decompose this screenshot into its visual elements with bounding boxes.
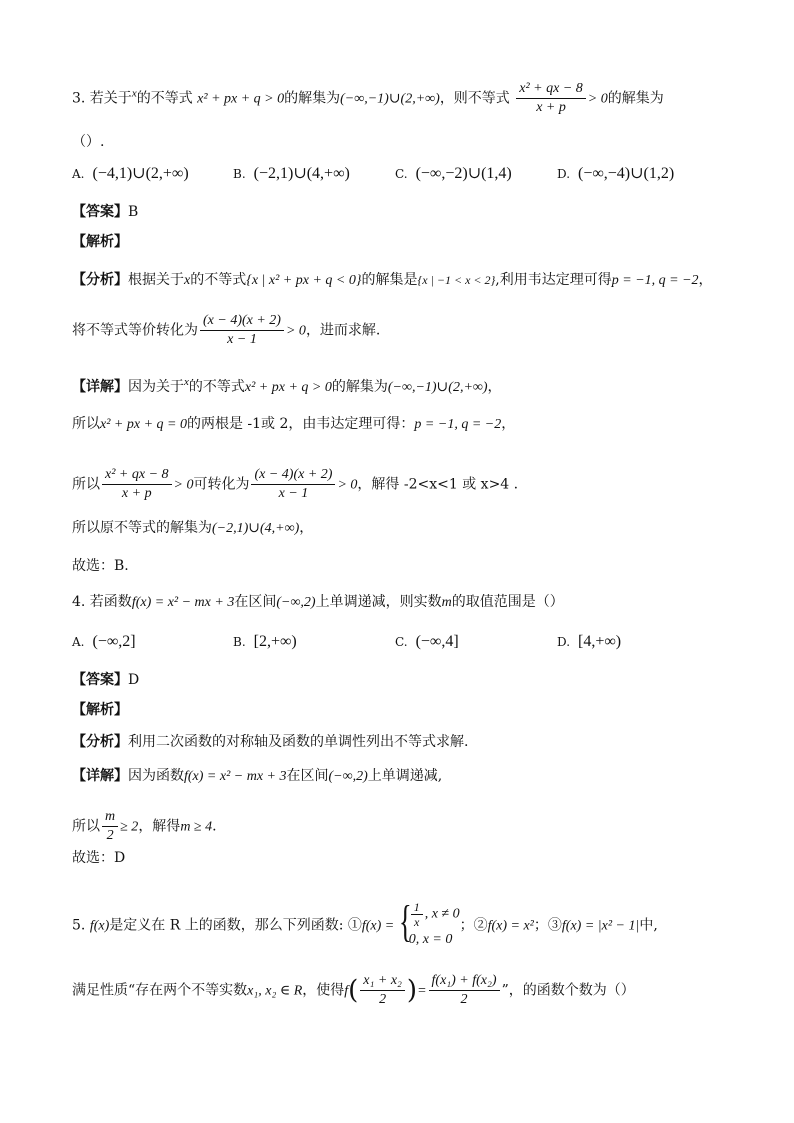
q5-case1-num: 1: [411, 900, 423, 915]
q5-case1-frac: [411, 900, 423, 929]
q4-xj2-den: 2: [106, 828, 114, 843]
q3-stem-c: 的解集为: [284, 90, 341, 107]
option-label: D.: [557, 167, 571, 181]
q3-conv-den: x − 1: [227, 332, 257, 347]
q3-conv-fraction: [200, 312, 284, 349]
option-value: [4,+∞): [578, 633, 622, 650]
q5-prop-a: 满足性质“存在两个不等实数: [72, 982, 248, 999]
q3-xj3-a: 所以: [72, 476, 100, 493]
q3-fenxi-c: 的解集是: [361, 272, 418, 288]
q3-option-b[interactable]: [233, 164, 350, 184]
q3-xj3-den2: x − 1: [278, 486, 309, 501]
q4-choose: 故选：D: [72, 850, 126, 866]
q4-option-a[interactable]: [72, 632, 136, 652]
q3-option-d[interactable]: [557, 164, 674, 184]
q4-xj2-b: ，解得: [138, 818, 181, 835]
q3-frac-num: x² + qx − 8: [516, 80, 586, 99]
q5-prop-den2: 2: [460, 992, 468, 1007]
q3-gt-zero: > 0: [587, 91, 608, 107]
q5-f3: f(x) = |x² − 1|: [561, 918, 640, 934]
option-label: C.: [395, 167, 408, 181]
q3-stem-b: 的不等式: [136, 90, 193, 107]
q4-xj1-b: 在区间: [286, 768, 329, 784]
q3-xj1-set: (−∞,−1)∪(2,+∞): [387, 380, 488, 395]
q5-prop-x: x₁, x₂ ∈ R: [247, 983, 303, 999]
brace-glyph: {: [398, 897, 412, 946]
option-value: (−∞,2]: [92, 633, 136, 650]
q3-xj1-ineq: x² + px + q > 0: [244, 380, 332, 395]
q3-xj3-gt: > 0: [173, 477, 194, 493]
q4-xj1-c: 上单调递减,: [367, 768, 443, 784]
q3-xj3-den: x + p: [121, 486, 152, 501]
q3-stem-a: 3. 若关于: [72, 90, 132, 107]
q3-frac-den: x + p: [536, 100, 566, 115]
fenxi-tag: 【分析】: [72, 734, 128, 750]
q5-prop-c: ”，的函数个数为（）: [501, 982, 635, 999]
q3-xiangjie-2: [72, 414, 515, 435]
fenxi-tag: 【分析】: [72, 272, 128, 288]
q3-convert: [72, 312, 380, 349]
q3-option-c[interactable]: [395, 164, 512, 184]
q5-case1-den: x: [414, 915, 420, 929]
q4-xj1-func: f(x) = x² − mx + 3: [184, 769, 287, 784]
option-label: B.: [233, 167, 246, 181]
option-label: B.: [233, 635, 246, 649]
q4-xj1-a: 因为函数: [128, 768, 184, 784]
answer-value: D: [128, 672, 140, 688]
q3-stem-d: ，则不等式: [439, 90, 510, 107]
q4-stem-c: 上单调递减，则实数: [315, 594, 442, 610]
q3-xj3-b: 可转化为: [193, 476, 250, 493]
q3-conv-a: 将不等式等价转化为: [72, 322, 198, 339]
q4-option-b[interactable]: [233, 632, 297, 652]
q3-option-a[interactable]: [72, 164, 189, 184]
q3-xj3-c: ，解得 -2<x<1 或 x>4 .: [357, 476, 519, 493]
q3-xj3-num2: (x − 4)(x + 2): [251, 466, 335, 485]
q3-xiangjie-4: [72, 518, 313, 539]
q4-fenxi-text: 利用二次函数的对称轴及函数的单调性列出不等式求解.: [128, 734, 469, 750]
q3-conv-num: (x − 4)(x + 2): [200, 312, 284, 331]
q3-xiangjie-1: [72, 372, 502, 398]
q4-var-m: m: [441, 595, 452, 610]
option-value: (−4,1)∪(2,+∞): [92, 165, 189, 182]
option-value: (−∞,−4)∪(1,2): [578, 165, 675, 182]
q3-xj4-set: (−2,1)∪(4,+∞): [212, 521, 300, 536]
q3-solution-set: (−∞,−1)∪(2,+∞): [340, 91, 440, 107]
q5-prop-frac2: [429, 972, 500, 1009]
q5-prop-num: x₁ + x₂: [360, 972, 405, 991]
q4-xj2-dot: .: [212, 818, 217, 835]
q3-inequality: x² + px + q > 0: [197, 91, 285, 107]
q4-option-d[interactable]: [557, 632, 621, 652]
q3-stem-line1: [72, 80, 664, 117]
q3-xj1-d: ，: [487, 379, 502, 395]
option-value: (−∞,−2)∪(1,4): [415, 165, 512, 182]
q3-xiangjie-3: [72, 466, 518, 503]
q4-xiangjie-1: [72, 766, 442, 787]
xiangjie-tag: 【详解】: [72, 768, 128, 784]
q5-prop-eq: =: [417, 983, 427, 999]
option-label: D.: [557, 635, 571, 649]
q3-xj2-a: 所以: [72, 416, 100, 432]
q3-xj1-a: 因为关于: [128, 379, 184, 395]
q3-xj3-frac2: [251, 466, 335, 503]
q3-choose: 故选：B.: [72, 558, 129, 574]
option-value: [2,+∞): [253, 633, 297, 650]
q5-stem: [72, 897, 658, 951]
q3-fenxi-pq: p = −1, q = −2: [611, 273, 699, 288]
q3-fenxi-end: ，: [698, 272, 713, 288]
q5-sep2: ；③: [533, 917, 562, 934]
q5-prop-b: ，使得: [302, 982, 345, 999]
q3-xj3-frac: [102, 466, 172, 503]
q4-interval: (−∞,2): [276, 595, 316, 610]
q3-fraction: [516, 80, 586, 117]
q3-fenxi-set2: {x | −1 < x < 2}: [417, 273, 496, 287]
option-label: A.: [72, 635, 85, 649]
q4-xj2-frac: [102, 808, 118, 845]
option-label: A.: [72, 167, 85, 181]
q4-xj1-int: (−∞,2): [328, 769, 368, 784]
q5-prop-num2: f(x₁) + f(x₂): [429, 972, 500, 991]
q5-prop-f: f: [344, 983, 349, 999]
q3-xj1-x: x: [184, 376, 189, 388]
option-label: C.: [395, 635, 408, 649]
q3-stem-e: 的解集为: [607, 90, 664, 107]
q4-xj2-ge: ≥ 2: [120, 819, 139, 835]
answer-tag: 【答案】: [72, 672, 128, 688]
q5-piecewise: [398, 897, 460, 951]
q4-function: f(x) = x² − mx + 3: [131, 595, 235, 610]
q4-xj2-a: 所以: [72, 818, 100, 835]
q3-xj4-b: ，: [299, 520, 314, 536]
q3-xj3-gt2: > 0: [337, 477, 358, 493]
q3-answer: [72, 202, 138, 222]
q5-sep1: ；②: [459, 917, 488, 934]
q3-fenxi: [72, 270, 713, 291]
q5-f2: f(x) = x²: [487, 918, 534, 934]
answer-tag: 【答案】: [72, 204, 128, 220]
q3-var-x: x: [131, 87, 137, 100]
q4-stem-d: 的取值范围是（）: [451, 594, 564, 610]
q5-stem-b: 是定义在 R 上的函数，那么下列函数: ①: [109, 917, 362, 934]
q4-fenxi: [72, 732, 468, 752]
q3-fenxi-d: ,利用韦达定理可得: [495, 272, 612, 288]
q5-case-2: 0, x = 0: [408, 932, 453, 947]
q5-case1-cond: , x ≠ 0: [424, 906, 460, 922]
q5-prop-frac: [360, 972, 405, 1009]
q4-analysis-tag: 【解析】: [72, 702, 128, 718]
q3-xj2-pq: p = −1, q = −2: [414, 417, 502, 432]
q4-stem-a: 4. 若函数: [72, 594, 132, 610]
q5-f1: f(x) =: [361, 918, 395, 934]
answer-value: B: [128, 204, 139, 220]
q3-xj1-b: 的不等式: [188, 379, 245, 395]
q3-fenxi-a: 根据关于: [128, 272, 184, 288]
q3-fenxi-b: 的不等式: [190, 272, 247, 288]
q3-xj4-a: 所以原不等式的解集为: [72, 520, 212, 536]
q5-stem-a: 5.: [72, 917, 86, 934]
q3-xj1-c: 的解集为: [331, 379, 388, 395]
q3-fenxi-x: x: [184, 273, 191, 288]
q4-answer: [72, 670, 139, 690]
q3-xj2-eq: x² + px + q = 0: [100, 417, 187, 432]
q4-xj2-num: m: [102, 808, 118, 827]
option-value: (−∞,4]: [415, 633, 459, 650]
option-value: (−2,1)∪(4,+∞): [253, 165, 350, 182]
q3-conv-b: ，进而求解.: [305, 322, 381, 339]
q3-analysis-tag: 【解析】: [72, 234, 128, 250]
q5-property: [72, 972, 635, 1009]
q4-xiangjie-2: [72, 808, 217, 845]
q3-conv-gt: > 0: [285, 323, 306, 339]
q5-stem-c: 中,: [639, 917, 658, 934]
q4-stem-b: 在区间: [234, 594, 277, 610]
q4-stem: [72, 592, 564, 613]
q4-xj2-res: m ≥ 4: [180, 819, 213, 835]
right-paren-glyph: ): [406, 975, 418, 1006]
q3-xj3-num: x² + qx − 8: [102, 466, 172, 485]
q5-fx: f(x): [89, 918, 110, 934]
q3-xj2-b: 的两根是 -1或 2，由韦达定理可得：: [186, 416, 415, 432]
q3-paren: （）.: [72, 134, 105, 150]
q4-option-c[interactable]: [395, 632, 459, 652]
left-paren-glyph: (: [348, 975, 359, 1006]
q5-prop-den: 2: [379, 992, 387, 1007]
q5-case-1: [409, 900, 460, 929]
q3-xj2-c: ，: [501, 416, 516, 432]
xiangjie-tag: 【详解】: [72, 379, 128, 395]
q3-fenxi-set: {x | x² + px + q < 0}: [246, 273, 362, 288]
